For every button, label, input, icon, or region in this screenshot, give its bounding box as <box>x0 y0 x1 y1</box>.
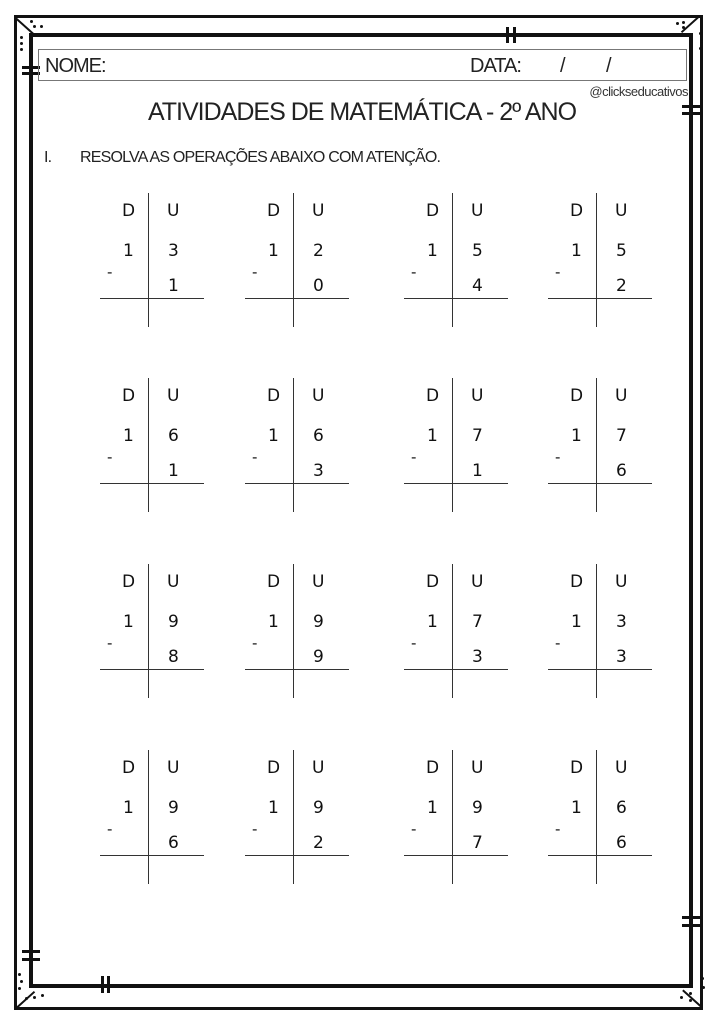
minus-sign: - <box>252 448 258 466</box>
frame-tick <box>682 924 700 927</box>
result-line <box>404 855 508 856</box>
tens-header: D <box>570 758 584 778</box>
answer-area[interactable] <box>245 486 349 512</box>
minuend-units: 7 <box>472 426 483 446</box>
minus-sign: - <box>252 263 258 281</box>
minuend-units: 5 <box>616 241 627 261</box>
answer-area[interactable] <box>100 672 204 698</box>
result-line <box>245 483 349 484</box>
frame-tick <box>22 958 40 961</box>
result-line <box>100 483 204 484</box>
tens-header: D <box>267 758 281 778</box>
minus-sign: - <box>107 263 113 281</box>
corner-dot <box>33 25 36 28</box>
subtrahend-units: 1 <box>168 461 179 481</box>
minuend-tens: 1 <box>268 798 279 818</box>
units-header: U <box>167 386 180 406</box>
units-header: U <box>167 572 180 592</box>
subtrahend-units: 6 <box>168 833 179 853</box>
corner-dot <box>20 980 23 983</box>
subtrahend-units: 3 <box>616 647 627 667</box>
subtrahend-units: 6 <box>616 461 627 481</box>
units-header: U <box>312 386 325 406</box>
minus-sign: - <box>252 634 258 652</box>
corner-dot <box>30 20 33 23</box>
units-header: U <box>471 572 484 592</box>
subtrahend-units: 0 <box>313 276 324 296</box>
units-header: U <box>471 758 484 778</box>
corner-dot <box>701 977 704 980</box>
units-header: U <box>167 758 180 778</box>
minus-sign: - <box>555 634 561 652</box>
subtraction-problem <box>404 378 514 512</box>
corner-dot <box>18 973 21 976</box>
result-line <box>404 483 508 484</box>
result-line <box>245 855 349 856</box>
minus-sign: - <box>411 634 417 652</box>
corner-dot <box>25 997 28 1000</box>
minuend-tens: 1 <box>571 241 582 261</box>
tens-header: D <box>426 201 440 221</box>
answer-area[interactable] <box>548 858 652 884</box>
minuend-units: 9 <box>472 798 483 818</box>
tens-header: D <box>122 758 136 778</box>
minuend-units: 3 <box>168 241 179 261</box>
answer-area[interactable] <box>245 858 349 884</box>
units-header: U <box>167 201 180 221</box>
minuend-tens: 1 <box>427 798 438 818</box>
tens-header: D <box>570 572 584 592</box>
subtraction-problem <box>548 378 658 512</box>
result-line <box>404 298 508 299</box>
result-line <box>404 669 508 670</box>
units-header: U <box>615 386 628 406</box>
tens-header: D <box>267 572 281 592</box>
minus-sign: - <box>411 263 417 281</box>
subtraction-problem <box>100 564 210 698</box>
frame-tick <box>101 976 104 993</box>
corner-dot <box>40 25 43 28</box>
subtraction-problem <box>548 193 658 327</box>
frame-tick <box>506 27 509 43</box>
corner-dot <box>676 22 679 25</box>
minuend-tens: 1 <box>123 426 134 446</box>
tens-header: D <box>122 386 136 406</box>
minus-sign: - <box>555 263 561 281</box>
subtraction-problem <box>245 564 355 698</box>
answer-area[interactable] <box>548 672 652 698</box>
subtrahend-units: 9 <box>313 647 324 667</box>
corner-dot <box>20 48 23 51</box>
subtrahend-units: 6 <box>616 833 627 853</box>
minuend-tens: 1 <box>571 612 582 632</box>
result-line <box>100 669 204 670</box>
corner-dot <box>700 40 703 43</box>
subtrahend-units: 3 <box>313 461 324 481</box>
tens-header: D <box>267 201 281 221</box>
tens-header: D <box>426 386 440 406</box>
minus-sign: - <box>107 820 113 838</box>
answer-area[interactable] <box>404 486 508 512</box>
name-field[interactable] <box>110 52 460 78</box>
instruction-number: I. <box>44 149 52 166</box>
tens-header: D <box>426 572 440 592</box>
minus-sign: - <box>107 448 113 466</box>
corner-dot <box>20 36 23 39</box>
subtraction-problem <box>404 193 514 327</box>
minuend-units: 9 <box>313 612 324 632</box>
units-header: U <box>312 758 325 778</box>
minuend-units: 7 <box>472 612 483 632</box>
frame-tick <box>682 916 700 919</box>
subtrahend-units: 3 <box>472 647 483 667</box>
corner-dot <box>689 999 692 1002</box>
result-line <box>548 483 652 484</box>
tens-header: D <box>570 386 584 406</box>
minus-sign: - <box>107 634 113 652</box>
corner-dot <box>682 26 685 29</box>
corner-dot <box>699 32 702 35</box>
subtraction-problem <box>245 378 355 512</box>
subtrahend-units: 1 <box>168 276 179 296</box>
minuend-tens: 1 <box>268 241 279 261</box>
answer-area[interactable] <box>245 301 349 327</box>
minuend-tens: 1 <box>268 426 279 446</box>
date-separator: / <box>560 55 565 77</box>
tens-header: D <box>267 386 281 406</box>
subtraction-problem <box>100 378 210 512</box>
minuend-tens: 1 <box>571 426 582 446</box>
subtraction-problem <box>100 193 210 327</box>
frame-tick <box>107 976 110 993</box>
minuend-tens: 1 <box>123 241 134 261</box>
answer-area[interactable] <box>404 672 508 698</box>
subtraction-problem <box>548 750 658 884</box>
corner-dot <box>689 992 692 995</box>
tens-header: D <box>570 201 584 221</box>
minuend-units: 9 <box>168 798 179 818</box>
corner-dot <box>33 996 36 999</box>
minuend-tens: 1 <box>123 798 134 818</box>
result-line <box>100 855 204 856</box>
subtrahend-units: 1 <box>472 461 483 481</box>
minus-sign: - <box>411 820 417 838</box>
answer-area[interactable] <box>245 672 349 698</box>
minuend-units: 7 <box>616 426 627 446</box>
minuend-units: 5 <box>472 241 483 261</box>
subtrahend-units: 8 <box>168 647 179 667</box>
minus-sign: - <box>555 448 561 466</box>
page-title: ATIVIDADES DE MATEMÁTICA - 2º ANO <box>147 98 577 126</box>
subtraction-problem <box>404 750 514 884</box>
units-header: U <box>471 386 484 406</box>
corner-dot <box>680 996 683 999</box>
date-label: DATA: <box>470 55 521 77</box>
minuend-units: 2 <box>313 241 324 261</box>
minuend-tens: 1 <box>427 612 438 632</box>
result-line <box>548 298 652 299</box>
units-header: U <box>615 201 628 221</box>
subtraction-problem <box>245 750 355 884</box>
minus-sign: - <box>252 820 258 838</box>
instruction <box>44 149 440 167</box>
subtrahend-units: 2 <box>616 276 627 296</box>
minuend-units: 6 <box>168 426 179 446</box>
minus-sign: - <box>555 820 561 838</box>
minuend-tens: 1 <box>268 612 279 632</box>
frame-tick <box>513 27 516 43</box>
subtraction-problem <box>548 564 658 698</box>
result-line <box>245 669 349 670</box>
subtraction-problem <box>100 750 210 884</box>
minuend-tens: 1 <box>123 612 134 632</box>
minuend-units: 6 <box>616 798 627 818</box>
date-field[interactable] <box>525 52 675 78</box>
subtrahend-units: 4 <box>472 276 483 296</box>
minuend-units: 3 <box>616 612 627 632</box>
subtrahend-units: 7 <box>472 833 483 853</box>
result-line <box>100 298 204 299</box>
answer-area[interactable] <box>100 301 204 327</box>
answer-area[interactable] <box>548 486 652 512</box>
corner-dot <box>41 994 44 997</box>
frame-tick <box>22 950 40 953</box>
name-label: NOME: <box>45 55 106 77</box>
answer-area[interactable] <box>404 858 508 884</box>
minuend-units: 6 <box>313 426 324 446</box>
subtrahend-units: 2 <box>313 833 324 853</box>
answer-area[interactable] <box>548 301 652 327</box>
tens-header: D <box>122 201 136 221</box>
units-header: U <box>615 758 628 778</box>
date-separator: / <box>606 55 611 77</box>
minuend-tens: 1 <box>427 241 438 261</box>
units-header: U <box>312 572 325 592</box>
tens-header: D <box>426 758 440 778</box>
units-header: U <box>312 201 325 221</box>
result-line <box>548 669 652 670</box>
subtraction-problem <box>404 564 514 698</box>
answer-area[interactable] <box>100 486 204 512</box>
corner-dot <box>682 21 685 24</box>
units-header: U <box>471 201 484 221</box>
answer-area[interactable] <box>404 301 508 327</box>
units-header: U <box>615 572 628 592</box>
corner-dot <box>699 47 702 50</box>
minuend-tens: 1 <box>571 798 582 818</box>
instruction-text: RESOLVA AS OPERAÇÕES ABAIXO COM ATENÇÃO. <box>80 149 441 166</box>
corner-dot <box>702 986 705 989</box>
subtraction-problem <box>245 193 355 327</box>
tens-header: D <box>122 572 136 592</box>
corner-dot <box>18 987 21 990</box>
minuend-units: 9 <box>313 798 324 818</box>
author-handle: @clickseducativos <box>589 84 688 99</box>
result-line <box>548 855 652 856</box>
minuend-tens: 1 <box>427 426 438 446</box>
minus-sign: - <box>411 448 417 466</box>
corner-dot <box>20 42 23 45</box>
answer-area[interactable] <box>100 858 204 884</box>
minuend-units: 9 <box>168 612 179 632</box>
result-line <box>245 298 349 299</box>
